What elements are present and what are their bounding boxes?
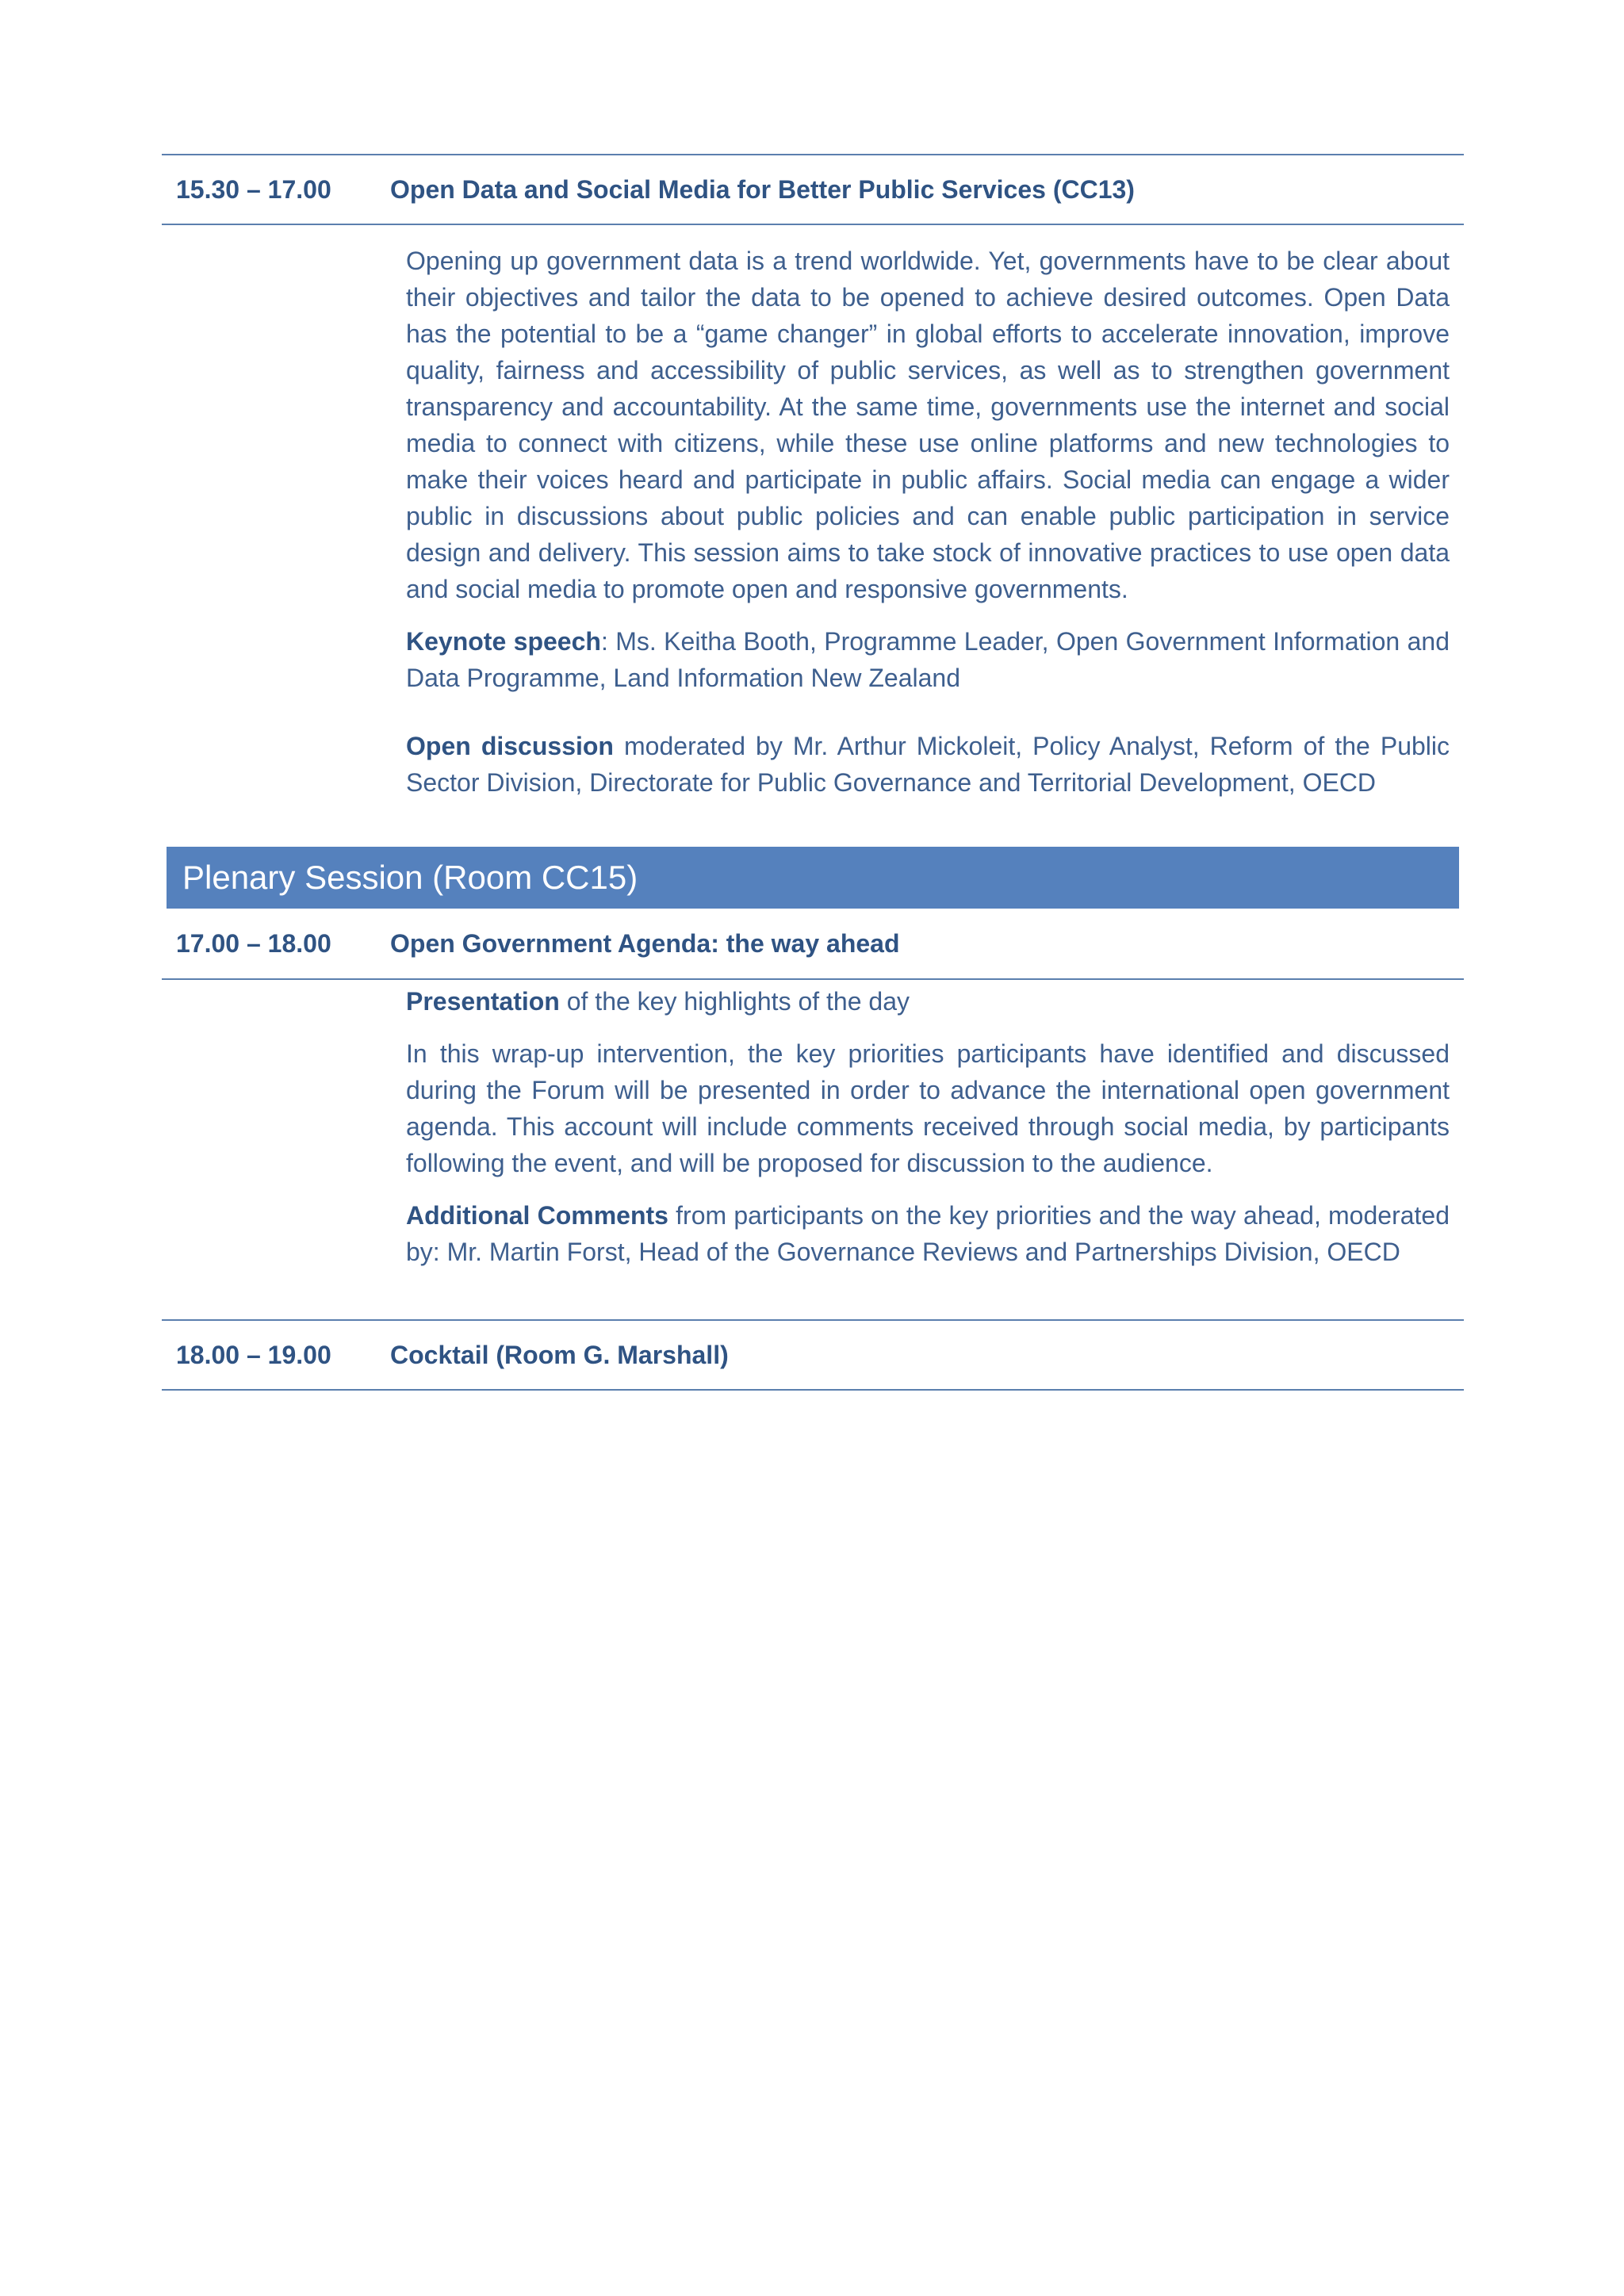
- plenary-header: [162, 909, 1464, 978]
- plenary-band: Plenary Session (Room CC15): [167, 847, 1459, 909]
- discussion-paragraph: [406, 728, 1450, 801]
- plenary-title: Open Government Agenda: the way ahead: [390, 928, 900, 958]
- presentation-text: of the key highlights of the day: [559, 987, 910, 1016]
- cocktail-time: 18.00 – 19.00: [176, 1340, 331, 1369]
- session-header: [162, 155, 1464, 224]
- agenda-page: [162, 154, 1464, 1391]
- comments-text: from participants on the key priorities and the way ahead, moderated by: Mr. Martin Forst, Head of the Governance Reviews and Partnerships Division, OECD: [406, 1201, 1450, 1266]
- keynote-label: Keynote speech: [406, 627, 601, 656]
- session-body: [162, 225, 1464, 801]
- cocktail-title: Cocktail (Room G. Marshall): [390, 1340, 729, 1369]
- cocktail-header: [162, 1321, 1464, 1389]
- discussion-label: Open discussion: [406, 732, 614, 760]
- comments-paragraph: [406, 1197, 1450, 1270]
- plenary-body: [162, 980, 1464, 1270]
- keynote-text: : Ms. Keitha Booth, Programme Leader, Open Government Information and Data Programme, Land Information New Zealand: [406, 627, 1450, 692]
- session-description: Opening up government data is a trend worldwide. Yet, governments have to be clear about their objectives and tailor the data to be opened to achieve desired outcomes. Open Data has the potential to be a “game changer” in global efforts to accelerate innovation, improve quality, fairness and accessibility of public services, as well as to strengthen government transparency and accountability. At the same time, governments use the internet and social media to connect with citizens, while these use online platforms and new technologies to make their voices heard and participate in public affairs. Social media can engage a wider public in discussions about public policies and can enable public participation in service design and delivery. This session aims to take stock of innovative practices to use open data and social media to promote open and responsive governments.: [406, 247, 1450, 603]
- plenary-time: 17.00 – 18.00: [176, 928, 331, 958]
- presentation-label: Presentation: [406, 987, 560, 1016]
- discussion-text: moderated by Mr. Arthur Mickoleit, Policy Analyst, Reform of the Public Sector Division, Directorate for Public Governance and Territorial Development, OECD: [406, 732, 1450, 797]
- comments-label: Additional Comments: [406, 1201, 668, 1230]
- divider-rule: [162, 1389, 1464, 1391]
- session-title: Open Data and Social Media for Better Public Services (CC13): [390, 174, 1135, 204]
- plenary-description: In this wrap-up intervention, the key priorities participants have identified and discussed during the Forum will be presented in order to advance the international open government agenda. This account will include comments received through social media, by participants following the event, and will be proposed for discussion to the audience.: [406, 1039, 1450, 1177]
- presentation-paragraph: [406, 983, 1450, 1020]
- keynote-paragraph: [406, 623, 1450, 696]
- session-time: 15.30 – 17.00: [176, 174, 331, 204]
